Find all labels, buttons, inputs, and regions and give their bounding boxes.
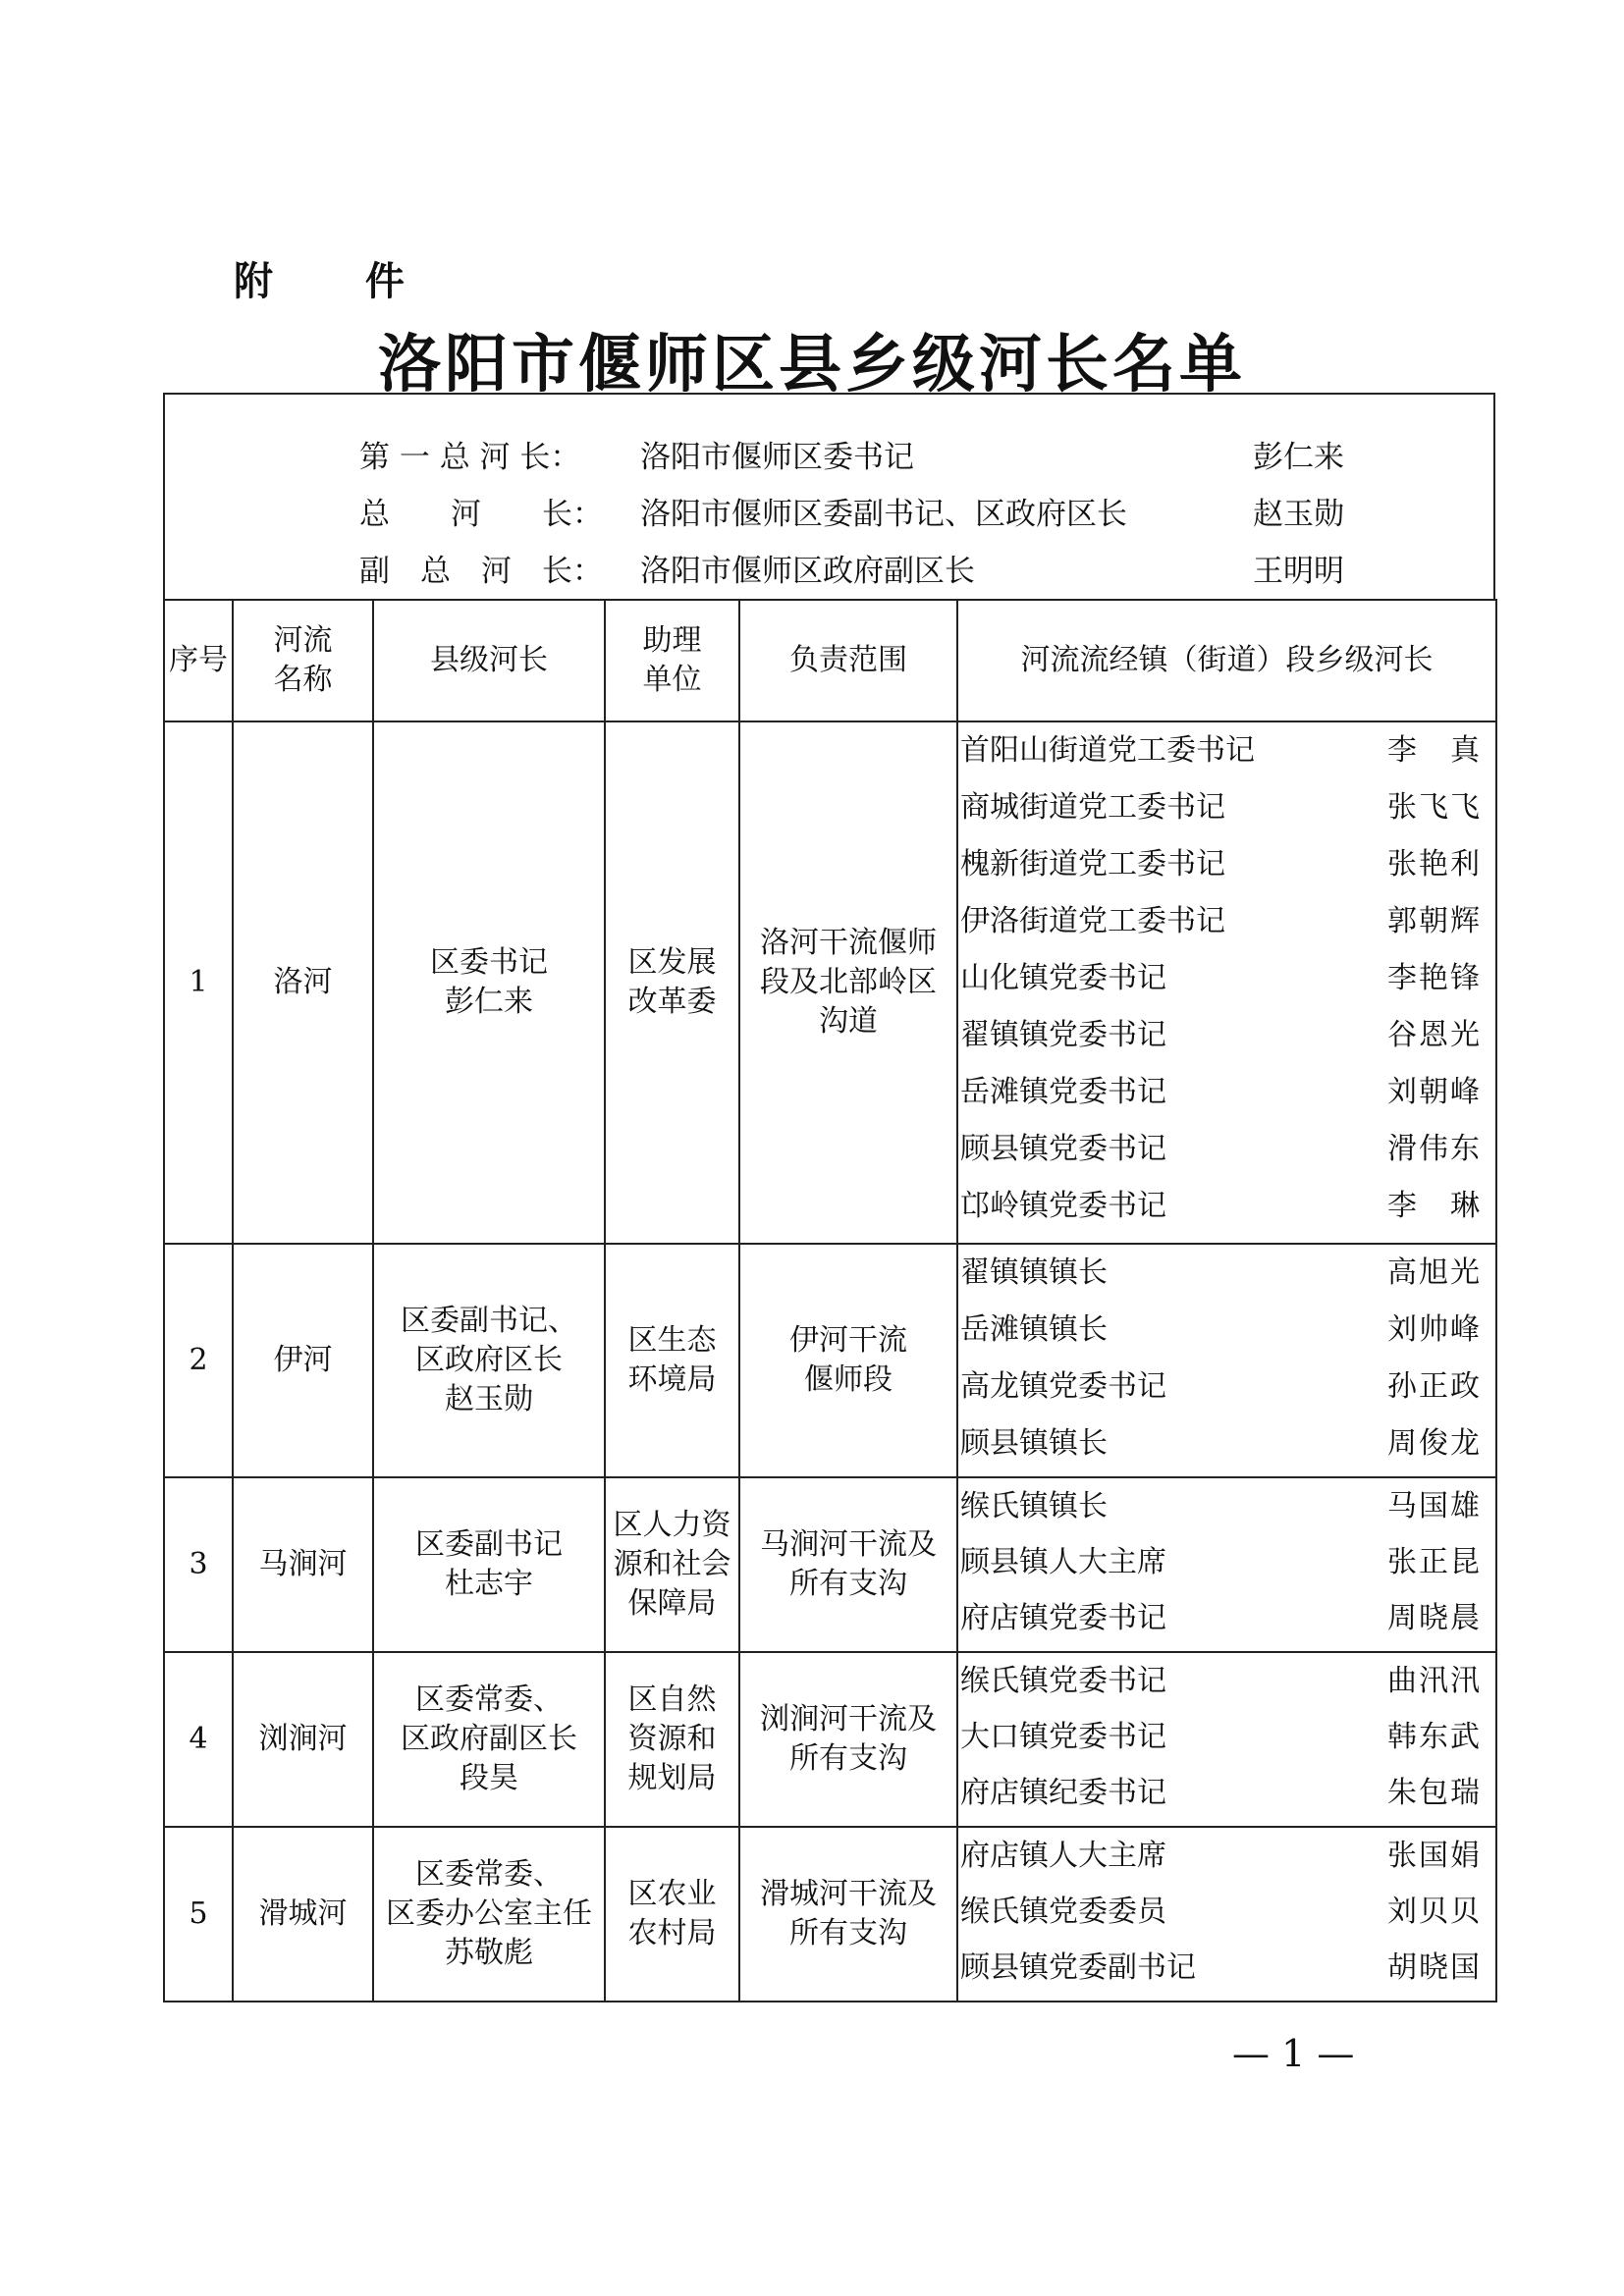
- seq-cell: 1: [164, 721, 233, 1244]
- town-chief-entry: 伊洛街道党工委书记 郭朝辉: [960, 904, 1482, 938]
- town-chief-entry: 府店镇人大主席 张国娟: [960, 1839, 1482, 1873]
- scope-cell: 洛河干流偃师 段及北部岭区 沟道: [739, 721, 957, 1244]
- town-chief-entry: 邙岭镇党委书记 李 琳: [960, 1189, 1482, 1223]
- table-row: [164, 1652, 1496, 1827]
- river-cell: 伊河: [233, 1244, 373, 1477]
- town-chief-entry: 顾县镇人大主席 张正昆: [960, 1545, 1482, 1579]
- town-chief-entry: 岳滩镇镇长 刘帅峰: [960, 1312, 1482, 1347]
- chief-header-box: [163, 393, 1495, 599]
- county-chief-cell: 区委常委、 区委办公室主任 苏敬彪: [373, 1827, 605, 2002]
- county-chief-cell: 区委常委、 区政府副区长 段昊: [373, 1652, 605, 1827]
- town-chiefs-cell: [957, 1827, 1496, 2002]
- table-row: [164, 1477, 1496, 1652]
- town-chief-entry: 高龙镇党委书记 孙正政: [960, 1369, 1482, 1404]
- seq-cell: 2: [164, 1244, 233, 1477]
- chief-post: 洛阳市偃师区政府副区长: [640, 554, 975, 589]
- town-chief-entry: 槐新街道党工委书记 张艳利: [960, 847, 1482, 881]
- seq-cell: 4: [164, 1652, 233, 1827]
- chief-post: 洛阳市偃师区委副书记、区政府区长: [640, 497, 1127, 532]
- town-chiefs-cell: [957, 721, 1496, 1244]
- town-chief-entry: 翟镇镇党委书记 谷恩光: [960, 1018, 1482, 1052]
- assist-unit-cell: 区人力资 源和社会 保障局: [605, 1477, 739, 1652]
- chief-name: 赵玉勋: [1253, 497, 1344, 532]
- assist-unit-cell: 区发展 改革委: [605, 721, 739, 1244]
- town-chief-entry: 首阳山街道党工委书记 李 真: [960, 733, 1482, 768]
- header-county-chief: 县级河长: [373, 600, 605, 721]
- river-cell: 马涧河: [233, 1477, 373, 1652]
- county-chief-cell: 区委副书记 杜志宇: [373, 1477, 605, 1652]
- chief-role: 副 总 河 长：: [359, 554, 603, 589]
- header-river-name: 河流 名称: [233, 600, 373, 721]
- town-chief-entry: 顾县镇镇长 周俊龙: [960, 1426, 1482, 1461]
- header-seq: 序号: [164, 600, 233, 721]
- page-title: 洛阳市偃师区县乡级河长名单: [378, 328, 1246, 401]
- town-chief-entry: 商城街道党工委书记 张飞飞: [960, 790, 1482, 825]
- county-chief-cell: 区委副书记、 区政府区长 赵玉勋: [373, 1244, 605, 1477]
- town-chief-entry: 山化镇党委书记 李艳锋: [960, 961, 1482, 995]
- town-chief-entry: 缑氏镇镇长 马国雄: [960, 1489, 1482, 1523]
- assist-unit-cell: 区生态 环境局: [605, 1244, 739, 1477]
- scope-cell: 滑城河干流及 所有支沟: [739, 1827, 957, 2002]
- town-chief-entry: 府店镇纪委书记 朱包瑞: [960, 1776, 1482, 1810]
- page-number: — 1 —: [1232, 2032, 1355, 2075]
- header-scope: 负责范围: [739, 600, 957, 721]
- table-header-row: [164, 600, 1496, 721]
- town-chiefs-cell: [957, 1244, 1496, 1477]
- chief-name: 王明明: [1253, 554, 1344, 589]
- chief-post: 洛阳市偃师区委书记: [640, 440, 914, 475]
- scope-cell: 浏涧河干流及 所有支沟: [739, 1652, 957, 1827]
- scope-cell: 马涧河干流及 所有支沟: [739, 1477, 957, 1652]
- town-chief-entry: 翟镇镇镇长 高旭光: [960, 1255, 1482, 1290]
- attachment-label: 附 件: [234, 259, 444, 304]
- header-town-chiefs: 河流流经镇（街道）段乡级河长: [957, 600, 1496, 721]
- seq-cell: 3: [164, 1477, 233, 1652]
- county-chief-cell: 区委书记 彭仁来: [373, 721, 605, 1244]
- table-row: [164, 721, 1496, 1244]
- header-assist-unit: 助理 单位: [605, 600, 739, 721]
- town-chief-entry: 顾县镇党委副书记 胡晓国: [960, 1950, 1482, 1985]
- town-chief-entry: 大口镇党委书记 韩东武: [960, 1720, 1482, 1754]
- chief-name: 彭仁来: [1253, 440, 1344, 475]
- town-chief-entry: 缑氏镇党委书记 曲汛汛: [960, 1664, 1482, 1698]
- assist-unit-cell: 区农业 农村局: [605, 1827, 739, 2002]
- river-cell: 洛河: [233, 721, 373, 1244]
- table-row: [164, 1244, 1496, 1477]
- table-row: [164, 1827, 1496, 2002]
- town-chief-entry: 岳滩镇党委书记 刘朝峰: [960, 1075, 1482, 1109]
- town-chief-entry: 缑氏镇党委委员 刘贝贝: [960, 1895, 1482, 1929]
- river-chief-table: [163, 599, 1497, 2002]
- river-cell: 滑城河: [233, 1827, 373, 2002]
- scope-cell: 伊河干流 偃师段: [739, 1244, 957, 1477]
- town-chief-entry: 顾县镇党委书记 滑伟东: [960, 1132, 1482, 1166]
- town-chiefs-cell: [957, 1477, 1496, 1652]
- town-chiefs-cell: [957, 1652, 1496, 1827]
- chief-role: 总 河 长：: [359, 497, 603, 532]
- seq-cell: 5: [164, 1827, 233, 2002]
- assist-unit-cell: 区自然 资源和 规划局: [605, 1652, 739, 1827]
- town-chief-entry: 府店镇党委书记 周晓晨: [960, 1601, 1482, 1635]
- chief-role: 第 一 总 河 长：: [359, 440, 581, 475]
- river-cell: 浏涧河: [233, 1652, 373, 1827]
